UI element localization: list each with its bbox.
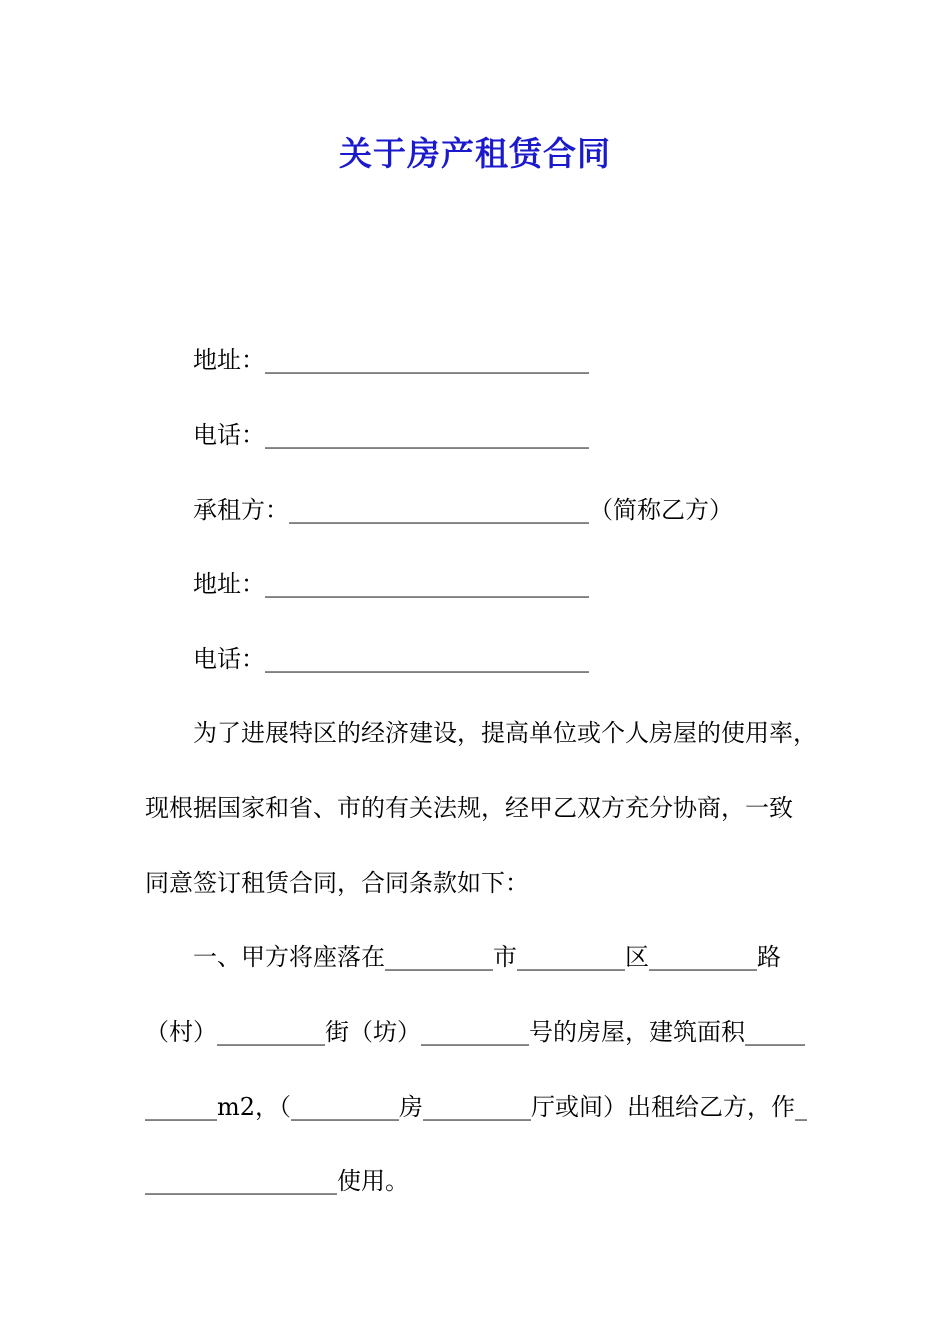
lessee-phone-line: 电话：___________________________	[193, 645, 589, 673]
clause-one-line-1: 一、甲方将座落在_________市_________区_________路	[193, 943, 781, 971]
lessee-address-line: 地址：___________________________	[193, 570, 589, 598]
document-title: 关于房产租赁合同	[339, 134, 611, 173]
clause-one-line-4: ________________使用。	[145, 1167, 409, 1195]
preamble-line-1: 为了进展特区的经济建设，提高单位或个人房屋的使用率，	[193, 719, 817, 747]
clause-one-line-3: ______m2，（_________房_________厅或间）出租给乙方，作_	[145, 1093, 808, 1121]
preamble-line-3: 同意签订租赁合同，合同条款如下：	[145, 869, 529, 897]
clause-one-line-2: （村）_________街（坊）_________号的房屋，建筑面积_____	[145, 1018, 805, 1046]
preamble-line-2: 现根据国家和省、市的有关法规，经甲乙双方充分协商，一致	[145, 794, 793, 822]
lessor-address-line: 地址：___________________________	[193, 346, 589, 374]
lessee-line: 承租方：_________________________（简称乙方）	[193, 496, 733, 524]
lessor-phone-line: 电话：___________________________	[193, 421, 589, 449]
